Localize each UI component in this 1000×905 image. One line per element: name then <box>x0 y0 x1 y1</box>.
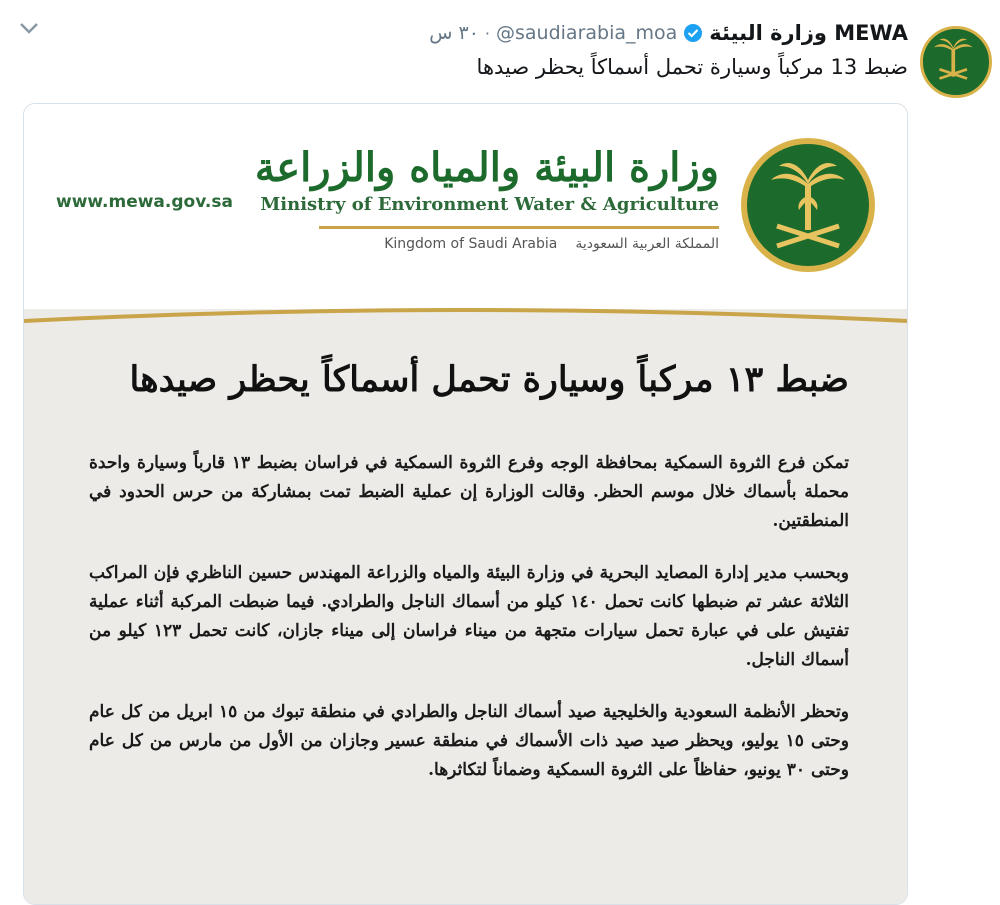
chevron-down-icon[interactable] <box>18 20 40 36</box>
tweet-text: ضبط 13 مركباً وسيارة تحمل أسماكاً يحظر صيدها <box>476 55 908 79</box>
tweet-header <box>429 18 908 48</box>
gold-wave-divider <box>24 299 907 339</box>
account-handle[interactable]: @saudiarabia_moa <box>496 22 678 44</box>
kingdom-arabic: المملكة العربية السعودية <box>575 236 719 252</box>
account-name[interactable]: وزارة البيئة MEWA <box>709 21 908 45</box>
separator: · <box>484 23 490 43</box>
kingdom-english: Kingdom of Saudi Arabia <box>384 236 558 252</box>
kingdom-label <box>384 236 719 252</box>
ministry-name-english: Ministry of Environment Water & Agriculture <box>260 194 719 215</box>
divider <box>319 226 719 229</box>
timestamp[interactable]: ٣٠ س <box>429 22 479 44</box>
ministry-name-arabic: وزارة البيئة والمياه والزراعة <box>254 144 719 191</box>
palm-swords-icon <box>923 29 989 95</box>
card-header <box>24 104 907 324</box>
paragraph-2: وبحسب مدير إدارة المصايد البحرية في وزارة البيئة والمياه والزراعة المهندس حسين الناظري فإن المراكب الثلاثة عشر تم ضبطها كانت تحمل ١٤٠ كيلو من أسماك الناجل والطرادي. فيما ضبطت المركبة أثناء عملية تفتيش على في عبارة تحمل سيارات متجهة من ميناء فراسان إلى ميناء جازان، كانت تحمل ١٢٣ كيلو من أسماك الناجل. <box>89 563 849 670</box>
paragraph-1: تمكن فرع الثروة السمكية بمحافظة الوجه وفرع الثروة السمكية في فراسان بضبط ١٣ قارباً وسيارة واحدة محملة بأسماك خلال موسم الحظر. وقالت الوزارة إن عملية الضبط تمت بمشاركة من حرس الحدود في المنطقتين. <box>89 453 849 531</box>
avatar[interactable] <box>920 26 992 98</box>
news-headline: ضبط ١٣ مركباً وسيارة تحمل أسماكاً يحظر صيدها <box>129 359 849 400</box>
paragraph-3: وتحظر الأنظمة السعودية والخليجية صيد أسماك الناجل والطرادي في منطقة تبوك من ١٥ ابريل من كل عام وحتى ١٥ يوليو، ويحظر صيد صيد ذات الأسماك في منطقة عسير وجازان من الأول من مارس من كل عام وحتى ٣٠ يونيو، حفاظاً على الثروة السمكية وضماناً لتكاثرها. <box>89 702 849 780</box>
website-url: www.mewa.gov.sa <box>56 192 233 212</box>
media-card[interactable] <box>23 103 908 905</box>
verified-badge-icon <box>683 23 703 43</box>
mewa-logo-icon <box>739 136 877 274</box>
